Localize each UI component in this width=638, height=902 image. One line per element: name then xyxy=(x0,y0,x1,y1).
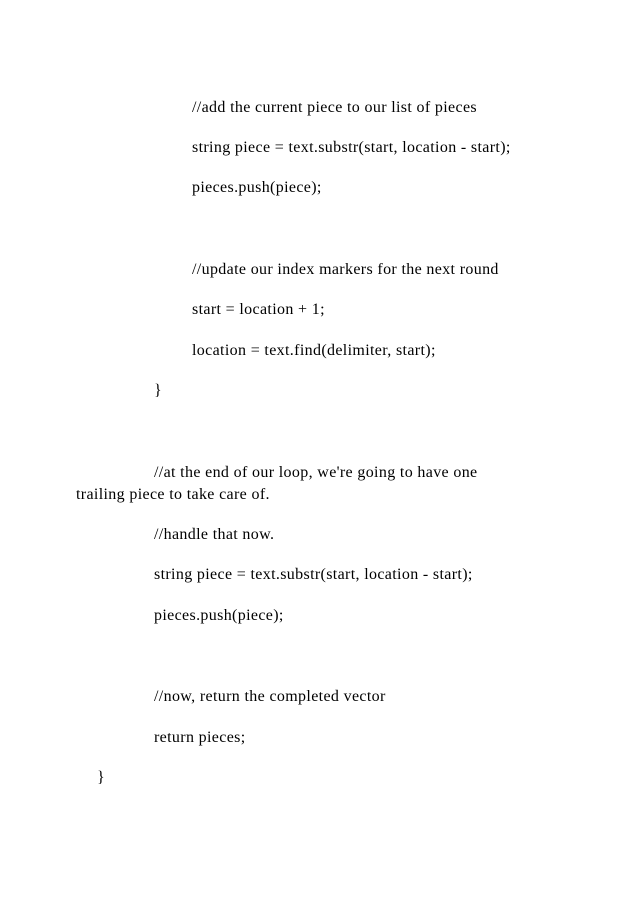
code-line-substr-final: string piece = text.substr(start, location - start); xyxy=(154,566,473,583)
code-line-substr: string piece = text.substr(start, location - start); xyxy=(192,139,511,156)
code-comment-end-loop-wrap: trailing piece to take care of. xyxy=(76,486,270,503)
code-comment-end-loop: //at the end of our loop, we're going to have one xyxy=(154,464,478,481)
code-line-start-assign: start = location + 1; xyxy=(192,301,325,318)
code-comment-update-markers: //update our index markers for the next round xyxy=(192,261,499,278)
code-comment-return-vector: //now, return the completed vector xyxy=(154,688,386,705)
code-line-push-final: pieces.push(piece); xyxy=(154,607,284,624)
code-close-brace-function: } xyxy=(97,769,106,786)
code-comment-add-piece: //add the current piece to our list of pieces xyxy=(192,99,477,116)
code-comment-handle-now: //handle that now. xyxy=(154,526,275,543)
code-line-push: pieces.push(piece); xyxy=(192,179,322,196)
code-close-brace-loop: } xyxy=(154,382,163,399)
code-line-location-find: location = text.find(delimiter, start); xyxy=(192,342,436,359)
code-line-return: return pieces; xyxy=(154,729,246,746)
